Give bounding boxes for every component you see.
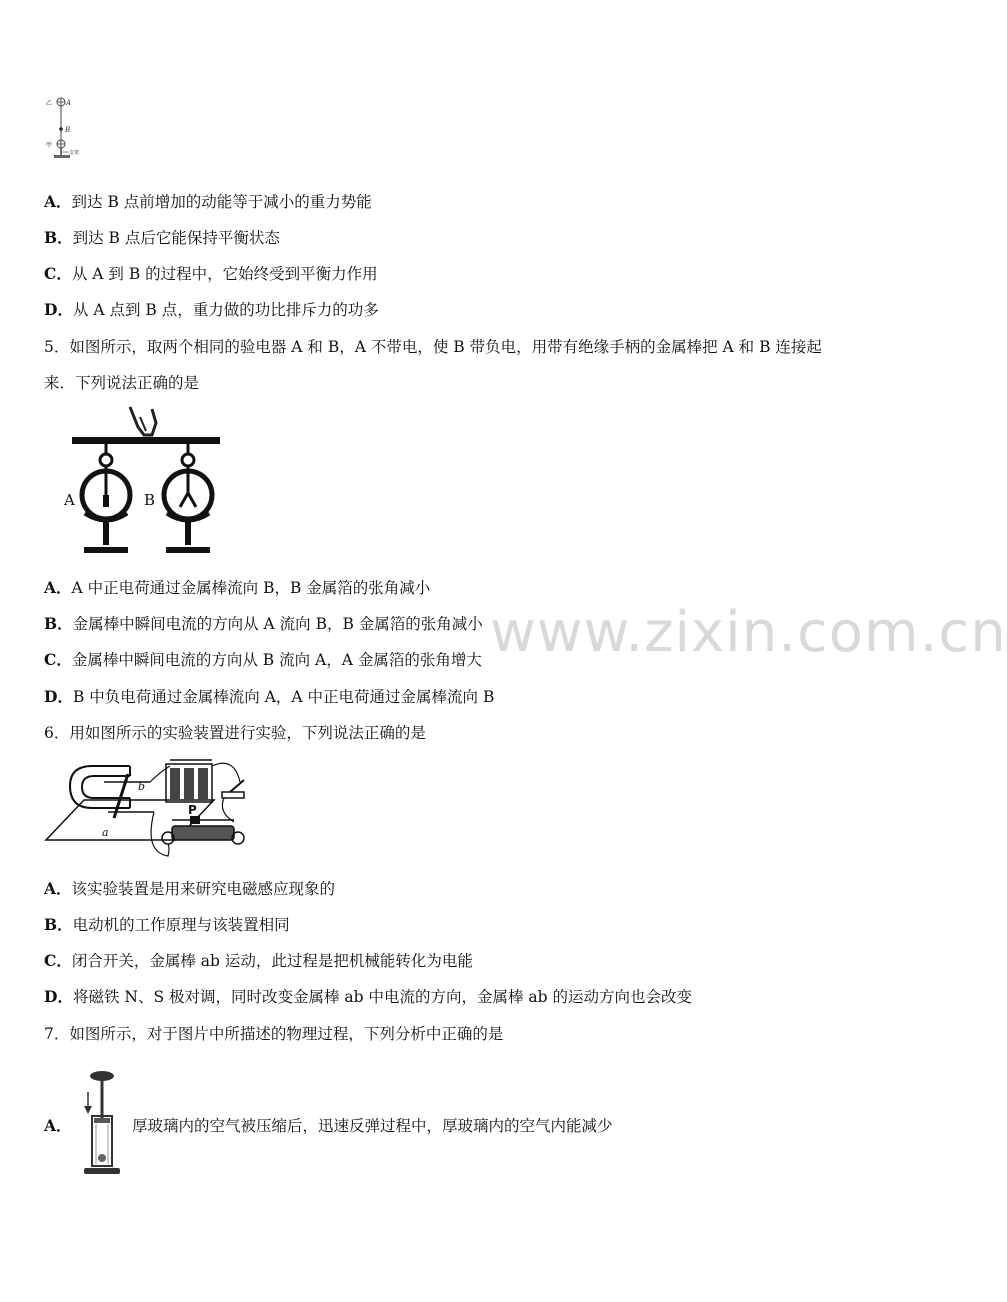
q4-option-d: D．从 A 点到 B 点，重力做的功比排斥力的功多 — [44, 300, 379, 319]
q4-option-a: A．到达 B 点前增加的动能等于减小的重力势能 — [44, 192, 372, 211]
figure-motor-apparatus — [44, 752, 274, 870]
q4-option-b: B．到达 B 点后它能保持平衡状态 — [44, 228, 280, 247]
fig5-label-B: B — [144, 491, 156, 509]
q5-stem-line2: 来．下列说法正确的是 — [44, 374, 200, 392]
q6-option-a: A．该实验装置是用来研究电磁感应现象的 — [44, 879, 336, 898]
fig6-label-b: b — [138, 780, 146, 793]
q5-option-d: D．B 中负电荷通过金属棒流向 A，A 中正电荷通过金属棒流向 B — [44, 687, 495, 706]
fig6-label-a: a — [102, 826, 109, 839]
q5-stem-line1: 5．如图所示，取两个相同的验电器 A 和 B，A 不带电，使 B 带负电，用带有绝缘手柄的金属棒把 A 和 B 连接起 — [44, 338, 822, 356]
figure-levitation — [44, 92, 104, 162]
q5-option-b: B．金属棒中瞬间电流的方向从 A 流向 B，B 金属箔的张角减小 — [44, 614, 483, 633]
q7-option-a-letter: A． — [44, 1116, 72, 1135]
fig1-label-jia: 甲 — [46, 142, 53, 149]
fig1-label-yi: 乙 — [46, 100, 53, 107]
q7-option-a-text: 厚玻璃内的空气被压缩后，迅速反弹过程中，厚玻璃内的空气内能减少 — [132, 1117, 613, 1135]
figure-compression-cylinder — [80, 1068, 124, 1180]
q6-option-c: C．闭合开关，金属棒 ab 运动，此过程是把机械能转化为电能 — [44, 951, 473, 970]
fig5-label-A: A — [64, 491, 75, 509]
q6-stem: 6．用如图所示的实验装置进行实验，下列说法正确的是 — [44, 724, 426, 742]
fig1-label-stand: 支架 — [69, 150, 80, 156]
fig1-label-B: B — [65, 126, 71, 134]
figure-electroscopes — [60, 405, 250, 563]
q6-option-b: B．电动机的工作原理与该装置相同 — [44, 915, 290, 934]
fig6-label-P: P — [188, 803, 197, 817]
watermark: www.zixin.com.cn — [490, 600, 1007, 665]
q7-stem: 7．如图所示，对于图片中所描述的物理过程，下列分析中正确的是 — [44, 1025, 504, 1043]
q5-option-c: C．金属棒中瞬间电流的方向从 B 流向 A，A 金属箔的张角增大 — [44, 650, 482, 669]
fig1-label-A: A — [66, 99, 72, 107]
q6-option-d: D．将磁铁 N、S 极对调，同时改变金属棒 ab 中电流的方向，金属棒 ab 的运动方向也会改变 — [44, 987, 693, 1006]
q4-option-c: C．从 A 到 B 的过程中，它始终受到平衡力作用 — [44, 264, 378, 283]
q5-option-a: A．A 中正电荷通过金属棒流向 B，B 金属箔的张角减小 — [44, 578, 431, 597]
